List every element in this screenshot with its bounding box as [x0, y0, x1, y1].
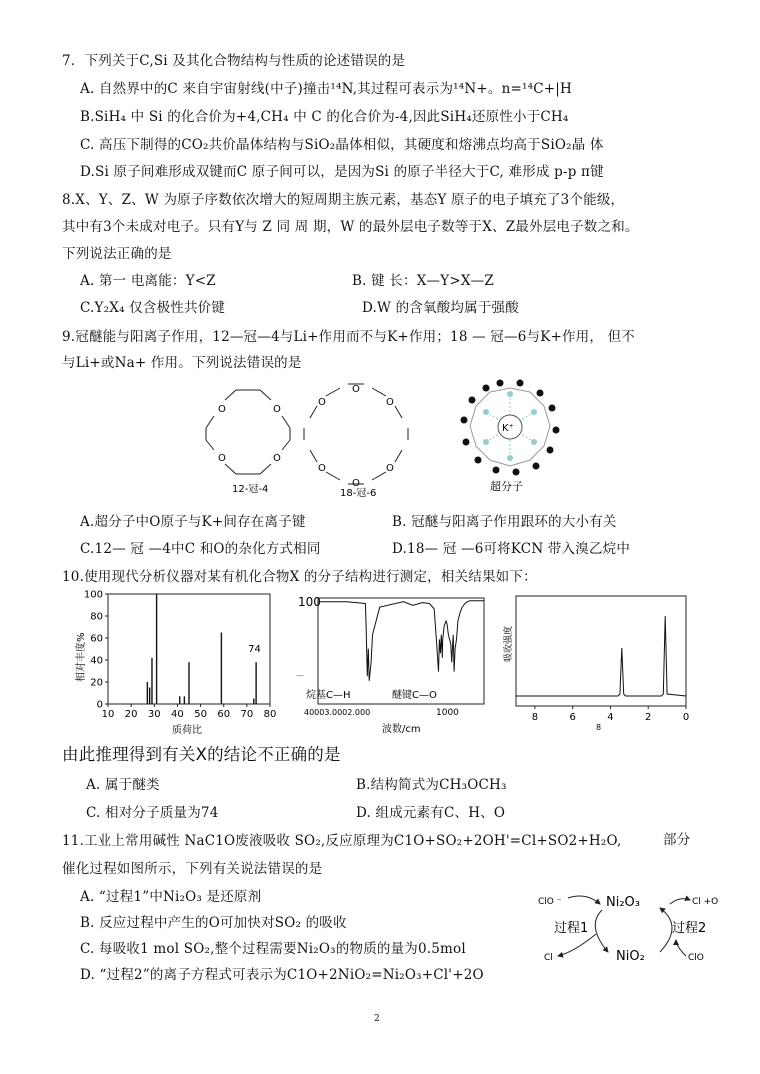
arrow-cl-out	[558, 934, 596, 956]
ir-tick-mark: —	[296, 671, 304, 680]
crown-12-4-structure	[206, 390, 290, 474]
ms-ytick-label: 100	[83, 589, 103, 601]
nmr-xtick-label: 4	[607, 712, 614, 723]
q11-option-b: B. 反应过程中产生的O可加快对SO₂ 的吸收	[80, 915, 347, 931]
ms-xtick-label: 80	[263, 709, 277, 720]
q11-stem-line2: 催化过程如图所示，下列有关说法错误的是	[62, 861, 323, 877]
crown-18-6-label: 18-冠-6	[340, 488, 377, 499]
nmr-absorption-line	[516, 616, 686, 696]
ms-xtick-label: 60	[217, 709, 231, 720]
supramolecule-label: 超分子	[490, 480, 523, 493]
q7-option-d: D.Si 原子间难形成双键而C 原子间可以，是因为Si 的原子半径大于C, 难形成 p-p π键	[80, 164, 604, 180]
q9-stem-line1: 9.冠醚能与阳离子作用，12—冠—4与Li+作用而不与K+作用；18 — 冠—6与K+作用， 但不	[62, 329, 635, 345]
nmr-xtick-label: 8	[531, 712, 539, 723]
q9-option-b: B. 冠醚与阳离子作用跟环的大小有关	[392, 514, 617, 530]
supramolecule-structure	[461, 380, 560, 476]
process-1-label: 过程1	[554, 921, 589, 936]
q10-stem: 10.使用现代分析仪器对某有机化合物X 的分子结构进行测定，相关结果如下：	[62, 569, 537, 585]
oxygen-label: O	[386, 463, 394, 474]
q8-option-a: A. 第一 电离能：Y<Z	[80, 273, 216, 289]
ir-xticks-left: 40003.0002.000	[304, 708, 371, 717]
hypochlorite-in-label: ClO ⁻	[538, 897, 562, 907]
q8-option-d: D.W 的含氧酸均属于强酸	[362, 300, 519, 316]
q9-option-a: A.超分子中O原子与K+间存在离子键	[80, 514, 306, 530]
q8-option-b: B. 键 长：X—Y>X—Z	[352, 273, 494, 289]
q7-option-b: B.SiH₄ 中 Si 的化合价为+4,CH₄ 中 C 的化合价为-4,因此SiH₄还原性小于CH₄	[80, 109, 569, 125]
nmr-ylabel: 吸收强度	[504, 625, 514, 662]
ms-ytick-label: 80	[90, 611, 103, 623]
oxygen-label: O	[318, 397, 326, 408]
ir-alkyl-label: 烷基C—H	[306, 690, 351, 701]
ms-ytick-label: 40	[90, 655, 103, 667]
oxygen-label: O	[386, 397, 394, 408]
q10-conclusion: 由此推理得到有关X的结论不正确的是	[62, 745, 341, 764]
q11-option-d: D. “过程2”的离子方程式可表示为C1O+2NiO₂=Ni₂O₃+Cl'+2O	[80, 967, 484, 983]
chloride-oxygen-out-label: Cl +O	[692, 897, 719, 907]
arrow-cl-o-out	[670, 899, 690, 904]
oxygen-label: O	[352, 384, 360, 395]
arrow-clo-in-2	[676, 940, 686, 956]
q10-option-a: A. 属于醚类	[86, 777, 160, 793]
ms-ytick-label: 0	[96, 699, 103, 711]
ms-ytick-label: 20	[90, 677, 103, 689]
q8-option-c: C.Y₂X₄ 仅含极性共价键	[80, 300, 226, 316]
q8-stem-line2: 其中有3个未成对电子。只有Y与 Z 同 周 期，W 的最外层电子数等于X、Z最外层电子数之和。	[62, 219, 639, 235]
ir-frame	[318, 598, 484, 704]
arrow-process-2	[660, 908, 672, 952]
q7-option-c: C. 高压下制得的CO₂共价晶体结构与SiO₂晶体相似，其硬度和熔沸点均高于SiO₂晶 体	[80, 137, 604, 153]
ms-xtick-label: 30	[147, 709, 161, 720]
nmr-xtick-label: 6	[569, 712, 576, 723]
q9-option-d: D.18— 冠 —6可将KCN 带入溴乙烷中	[392, 541, 631, 557]
oxygen-label: O	[318, 463, 326, 474]
nmr-xtick-label: 0	[682, 712, 690, 723]
q8-stem-line1: 8.X、Y、Z、W 为原子序数依次增大的短周期主族元素，基态Y 原子的电子填充了3个能级，	[62, 192, 625, 208]
nmr-below-label: 8	[596, 723, 602, 732]
nmr-spectrum-chart	[504, 590, 698, 740]
q11-option-a: A. “过程1”中Ni₂O₃ 是还原剂	[80, 889, 262, 905]
oxygen-label: O	[218, 453, 226, 464]
catalytic-cycle-diagram	[530, 886, 752, 972]
ir-xlabel: 波数/cm	[382, 724, 421, 735]
oxygen-label: O	[273, 453, 281, 464]
oxygen-label: O	[273, 404, 281, 415]
ms-ytick-label: 60	[90, 633, 103, 645]
hypochlorite-in-label-2: ClO	[688, 953, 704, 963]
nmr-frame	[516, 596, 686, 706]
q10-option-b: B.结构简式为CH₃OCH₃	[356, 777, 507, 793]
ms-xtick-label: 20	[124, 709, 138, 720]
arrow-clo-in	[568, 896, 600, 904]
ms-xtick-label: 70	[240, 709, 254, 720]
q11-stem-tail: 部分	[663, 832, 691, 848]
crown-ether-figure	[200, 378, 580, 499]
nickel-oxide-top: Ni₂O₃	[606, 895, 640, 910]
page-number: 2	[374, 1014, 380, 1024]
ir-spectrum-chart	[296, 590, 494, 740]
crown-12-4-label: 12-冠-4	[232, 484, 269, 495]
ms-xtick-label: 40	[171, 709, 184, 720]
arrow-process-1	[595, 910, 608, 952]
ir-top-tick: 100	[298, 595, 321, 609]
ir-ether-label: 醚键C—O	[392, 690, 437, 701]
nickel-dioxide-bottom: NiO₂	[616, 949, 645, 964]
q7-option-a: A. 自然界中的C 来自宇宙射线(中子)撞击¹⁴N,其过程可表示为¹⁴N+。n=¹⁴C+|H	[80, 81, 572, 97]
q10-option-d: D. 组成元素有C、H、O	[356, 805, 506, 821]
q8-stem-line3: 下列说法正确的是	[62, 246, 172, 262]
process-2-label: 过程2	[672, 921, 707, 936]
ms-xtick-label: 10	[101, 709, 115, 720]
oxygen-label: O	[218, 404, 226, 415]
ms-peak-label: 74	[248, 644, 261, 656]
mass-spectrum-chart	[70, 590, 278, 740]
ms-ylabel: 相对丰度%	[76, 632, 87, 682]
ir-xtick-1000: 1000	[436, 708, 459, 718]
potassium-ion-label: K⁺	[502, 423, 514, 434]
q10-option-c: C. 相对分子质量为74	[86, 805, 219, 821]
q9-option-c: C.12— 冠 —4中C 和O的杂化方式相同	[80, 541, 321, 557]
ms-xlabel: 质荷比	[172, 725, 202, 736]
nmr-xtick-label: 2	[645, 712, 652, 723]
ms-xtick-label: 50	[194, 709, 207, 720]
q9-stem-line2: 与Li+或Na+ 作用。下列说法错误的是	[62, 355, 302, 371]
q7-stem: 7．下列关于C,Si 及其化合物结构与性质的论述错误的是	[62, 53, 406, 69]
q11-stem-line1: 11.工业上常用碱性 NaC1O废液吸收 SO₂,反应原理为C1O+SO₂+2OH'=Cl+SO2+H₂O,	[62, 833, 622, 849]
ir-transmittance-line	[318, 601, 484, 681]
chloride-out-label: Cl	[544, 953, 553, 963]
oxygen-label: O	[352, 478, 360, 489]
q11-option-c: C. 每吸收1 mol SO₂,整个过程需要Ni₂O₃的物质的量为0.5mol	[80, 941, 466, 957]
